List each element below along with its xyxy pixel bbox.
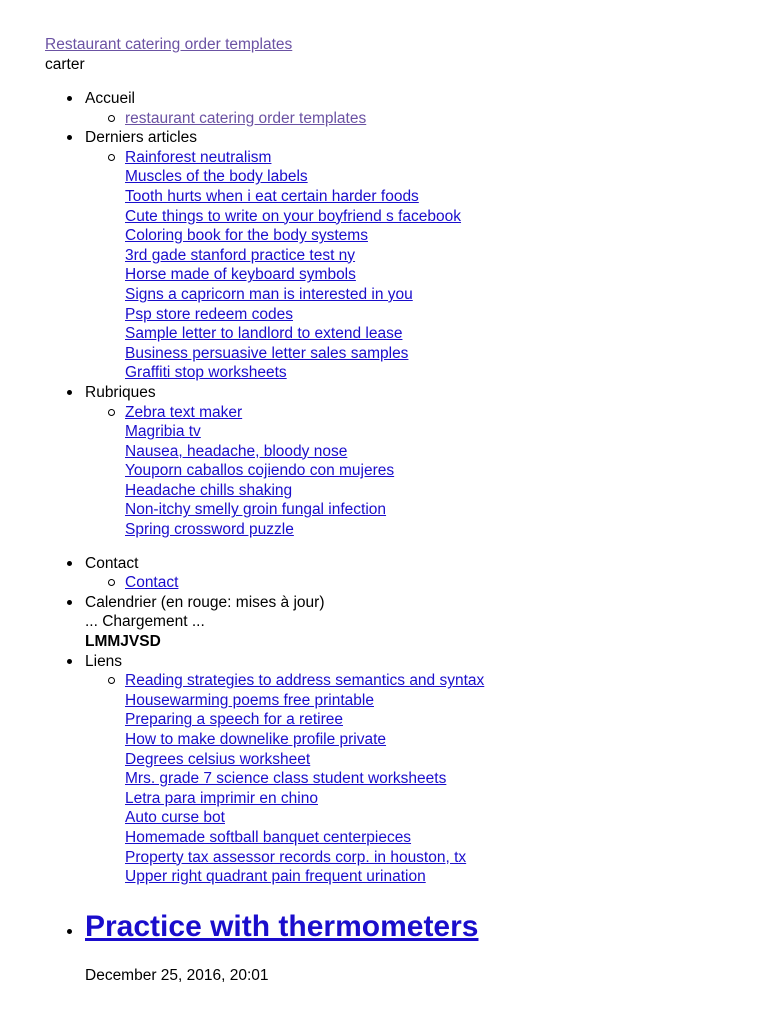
liens-links [85, 671, 745, 887]
site-subtitle: carter [45, 56, 85, 73]
category-link[interactable]: Youporn caballos cojiendo con mujeres [125, 462, 395, 480]
site-title-link[interactable]: Restaurant catering order templates [45, 36, 293, 53]
post-entry [45, 907, 745, 947]
post-title-link[interactable]: Practice with thermometers [85, 909, 479, 943]
external-link[interactable]: Preparing a speech for a retiree [125, 711, 343, 729]
section-label-rubriques: Rubriques [85, 383, 156, 401]
category-link[interactable]: Nausea, headache, bloody nose [125, 442, 348, 460]
list-item [85, 109, 745, 129]
article-link[interactable]: Muscles of the body labels [125, 168, 308, 186]
menu-section-accueil [45, 89, 745, 128]
article-link[interactable]: Cute things to write on your boyfriend s facebook [125, 207, 462, 225]
external-link[interactable]: Reading strategies to address semantics and syntax [125, 672, 485, 690]
article-link[interactable]: Graffiti stop worksheets [125, 364, 287, 382]
external-link[interactable]: How to make downelike profile private [125, 731, 387, 748]
section-label-accueil: Accueil [85, 90, 135, 107]
menu-section-calendrier [45, 593, 745, 652]
category-link[interactable]: Headache chills shaking [125, 481, 293, 499]
external-link[interactable]: Mrs. grade 7 science class student worksheets [125, 770, 447, 788]
article-link[interactable]: Business persuasive letter sales samples [125, 344, 409, 362]
article-link[interactable]: Tooth hurts when i eat certain harder foods [125, 187, 419, 205]
category-link[interactable]: Spring crossword puzzle [125, 521, 294, 539]
article-link[interactable]: Signs a capricorn man is interested in you [125, 285, 413, 303]
derniers-links [85, 148, 745, 383]
external-link[interactable]: Auto curse bot [125, 809, 225, 827]
article-link[interactable]: 3rd gade stanford practice test ny [125, 246, 356, 264]
accueil-link[interactable]: restaurant catering order templates [125, 109, 367, 127]
list-item [85, 148, 745, 383]
external-link[interactable]: Degrees celsius worksheet [125, 750, 311, 768]
category-link[interactable]: Magribia tv [125, 423, 201, 441]
section-label-derniers: Derniers articles [85, 129, 197, 147]
category-link[interactable]: Zebra text maker [125, 403, 243, 421]
list-item [85, 573, 745, 593]
article-link[interactable]: Psp store redeem codes [125, 305, 294, 323]
category-link[interactable]: Non-itchy smelly groin fungal infection [125, 501, 387, 519]
article-link[interactable]: Sample letter to landlord to extend lease [125, 325, 403, 343]
post-date: December 25, 2016, 20:01 [85, 967, 269, 984]
contact-links [85, 573, 745, 593]
contact-link[interactable]: Contact [125, 574, 179, 592]
menu-section-liens [45, 652, 745, 887]
rubriques-links [85, 403, 745, 540]
section-label-calendrier: Calendrier (en rouge: mises à jour) [85, 593, 325, 611]
external-link[interactable]: Housewarming poems free printable [125, 691, 374, 709]
list-item [85, 403, 745, 540]
menu-section-derniers [45, 128, 745, 383]
menu-section-rubriques [45, 383, 745, 540]
article-link[interactable]: Horse made of keyboard symbols [125, 266, 356, 284]
list-item [85, 671, 745, 887]
section-label-liens: Liens [85, 652, 123, 670]
menu-section-contact [45, 554, 745, 593]
accueil-links [85, 109, 745, 129]
external-link[interactable]: Letra para imprimir en chino [125, 789, 318, 807]
external-link[interactable]: Property tax assessor records corp. in houston, tx [125, 848, 467, 866]
section-label-contact: Contact [85, 554, 139, 572]
external-link[interactable]: Homemade softball banquet centerpieces [125, 828, 412, 846]
external-link[interactable]: Upper right quadrant pain frequent urination [125, 868, 426, 886]
article-link[interactable]: Rainforest neutralism [125, 148, 272, 166]
article-link[interactable]: Coloring book for the body systems [125, 227, 368, 245]
sidebar-menu [45, 89, 745, 947]
calendar-loading-text: ... Chargement ... [85, 613, 205, 631]
calendar-weekday-header: LMMJVSD [85, 633, 161, 651]
